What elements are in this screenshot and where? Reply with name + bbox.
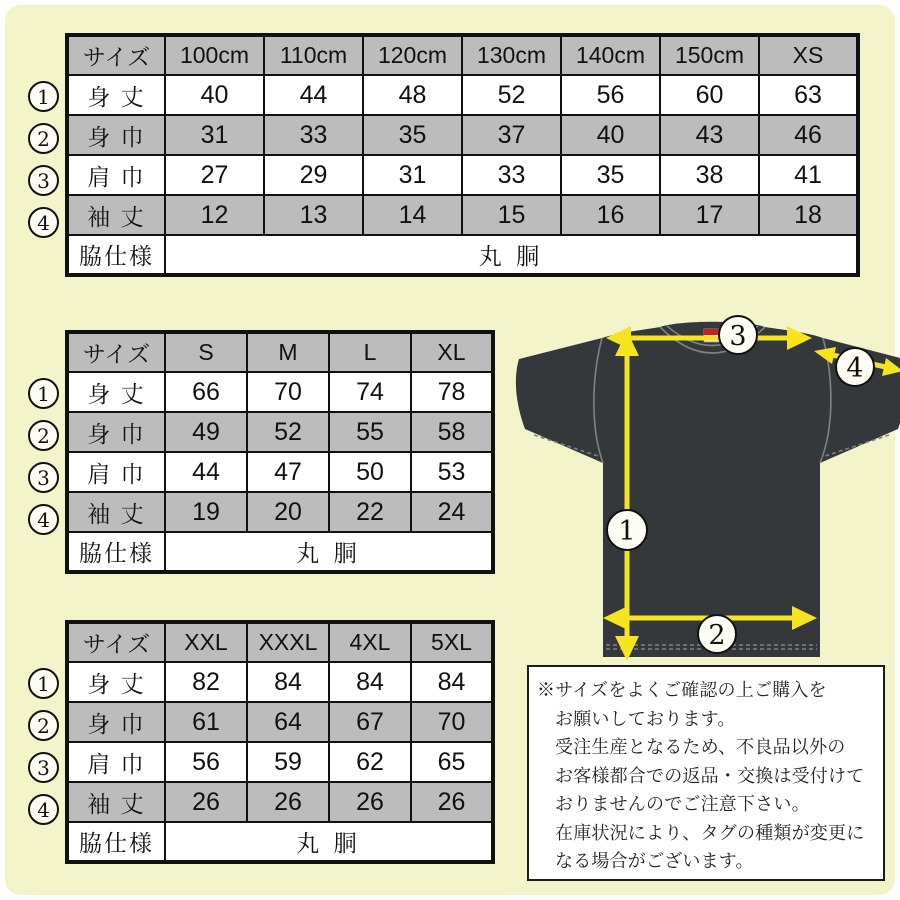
note-line: お願いしております。: [555, 708, 736, 729]
footer-label: 脇仕様: [67, 235, 165, 275]
svg-text:4: 4: [846, 353, 864, 384]
column-header: S: [165, 332, 247, 372]
note-line: お客様都合での返品・交換は受付けて: [555, 765, 865, 786]
table-row: [67, 742, 493, 782]
column-header: XXXL: [247, 622, 329, 662]
table-footer-row: [67, 235, 858, 275]
table-row: [67, 115, 858, 155]
size-cell: 84: [411, 662, 493, 702]
row-label: 身 丈: [67, 75, 165, 115]
size-cell: 14: [363, 195, 462, 235]
size-cell: 24: [411, 492, 493, 532]
size-cell: 20: [247, 492, 329, 532]
column-header: L: [329, 332, 411, 372]
row-marker-circle: 2: [28, 123, 59, 154]
column-header: 110cm: [264, 35, 363, 75]
row-label: 身 巾: [67, 702, 165, 742]
row-marker-circle: 3: [28, 752, 59, 783]
size-cell: 44: [264, 75, 363, 115]
adult-size-table: [28, 330, 495, 574]
row-marker-circle: 2: [28, 420, 59, 451]
size-cell: 43: [660, 115, 759, 155]
size-cell: 63: [759, 75, 858, 115]
size-cell: 12: [165, 195, 264, 235]
purchase-note-box: [527, 665, 885, 881]
row-marker-circle: 3: [28, 462, 59, 493]
column-header: XL: [411, 332, 493, 372]
row-marker-circle: 4: [28, 207, 59, 238]
size-cell: 49: [165, 412, 247, 452]
size-table: [65, 620, 495, 864]
size-cell: 60: [660, 75, 759, 115]
size-cell: 22: [329, 492, 411, 532]
row-label: 肩 巾: [67, 742, 165, 782]
table-footer-row: [67, 822, 493, 862]
note-line: 在庫状況により、タグの種類が変更に: [555, 822, 865, 843]
size-cell: 55: [329, 412, 411, 452]
row-marker-circle: 1: [28, 81, 59, 112]
size-cell: 58: [411, 412, 493, 452]
size-table: [65, 33, 860, 277]
size-cell: 65: [411, 742, 493, 782]
size-cell: 52: [462, 75, 561, 115]
size-cell: 59: [247, 742, 329, 782]
footer-label: 脇仕様: [67, 822, 165, 862]
size-cell: 13: [264, 195, 363, 235]
size-cell: 35: [561, 155, 660, 195]
size-header: サイズ: [67, 332, 165, 372]
note-line: ※サイズをよくご確認の上ご購入を: [537, 680, 827, 700]
table-row: [67, 195, 858, 235]
marker-3: [719, 316, 757, 354]
size-cell: 35: [363, 115, 462, 155]
table-row: [67, 452, 493, 492]
size-cell: 26: [411, 782, 493, 822]
table-row: [67, 372, 493, 412]
size-cell: 66: [165, 372, 247, 412]
size-cell: 48: [363, 75, 462, 115]
row-label: 身 丈: [67, 662, 165, 702]
row-marker-circle: 4: [28, 504, 59, 535]
note-line: 受注生産となるため、不良品以外の: [555, 737, 846, 757]
table-row: [67, 492, 493, 532]
size-cell: 40: [165, 75, 264, 115]
marker-4: [836, 348, 874, 386]
size-cell: 64: [247, 702, 329, 742]
size-cell: 27: [165, 155, 264, 195]
size-cell: 38: [660, 155, 759, 195]
size-cell: 50: [329, 452, 411, 492]
size-cell: 15: [462, 195, 561, 235]
size-header: サイズ: [67, 35, 165, 75]
row-label: 肩 巾: [67, 155, 165, 195]
table-row: [67, 702, 493, 742]
table-header-row: [67, 622, 493, 662]
size-cell: 31: [165, 115, 264, 155]
size-table: [65, 330, 495, 574]
row-label: 身 丈: [67, 372, 165, 412]
row-marker-circle: 3: [28, 165, 59, 196]
size-cell: 31: [363, 155, 462, 195]
large-size-table: [28, 620, 495, 864]
size-cell: 29: [264, 155, 363, 195]
size-cell: 18: [759, 195, 858, 235]
row-label: 袖 丈: [67, 195, 165, 235]
size-cell: 46: [759, 115, 858, 155]
size-cell: 70: [247, 372, 329, 412]
size-cell: 84: [247, 662, 329, 702]
footer-value: 丸 胴: [165, 532, 493, 572]
row-marker-circle: 1: [28, 668, 59, 699]
size-cell: 52: [247, 412, 329, 452]
footer-value: 丸 胴: [165, 235, 858, 275]
size-cell: 16: [561, 195, 660, 235]
size-cell: 53: [411, 452, 493, 492]
marker-2: [698, 615, 736, 653]
size-header: サイズ: [67, 622, 165, 662]
size-cell: 78: [411, 372, 493, 412]
row-label: 身 巾: [67, 412, 165, 452]
size-cell: 56: [561, 75, 660, 115]
table-row: [67, 412, 493, 452]
column-header: 140cm: [561, 35, 660, 75]
footer-label: 脇仕様: [67, 532, 165, 572]
row-label: 肩 巾: [67, 452, 165, 492]
size-cell: 33: [462, 155, 561, 195]
column-header: 100cm: [165, 35, 264, 75]
size-cell: 62: [329, 742, 411, 782]
table-header-row: [67, 35, 858, 75]
column-header: 130cm: [462, 35, 561, 75]
size-cell: 74: [329, 372, 411, 412]
svg-text:3: 3: [729, 321, 747, 352]
table-row: [67, 155, 858, 195]
footer-value: 丸 胴: [165, 822, 493, 862]
size-cell: 44: [165, 452, 247, 492]
size-cell: 40: [561, 115, 660, 155]
size-cell: 26: [329, 782, 411, 822]
table-row: [67, 662, 493, 702]
tshirt-measurement-diagram: [510, 305, 900, 665]
kids-size-table: [28, 33, 860, 277]
row-marker-circle: 1: [28, 378, 59, 409]
column-header: M: [247, 332, 329, 372]
size-cell: 47: [247, 452, 329, 492]
marker-1: [607, 510, 647, 550]
row-label: 袖 丈: [67, 492, 165, 532]
size-cell: 26: [247, 782, 329, 822]
size-cell: 82: [165, 662, 247, 702]
page-background: [5, 5, 895, 895]
size-cell: 84: [329, 662, 411, 702]
size-cell: 19: [165, 492, 247, 532]
column-header: 120cm: [363, 35, 462, 75]
table-row: [67, 782, 493, 822]
table-header-row: [67, 332, 493, 372]
column-header: XXL: [165, 622, 247, 662]
note-line: なる場合がございます。: [555, 851, 754, 871]
svg-text:2: 2: [708, 620, 726, 651]
row-label: 身 巾: [67, 115, 165, 155]
size-cell: 61: [165, 702, 247, 742]
size-cell: 67: [329, 702, 411, 742]
column-header: 5XL: [411, 622, 493, 662]
size-cell: 41: [759, 155, 858, 195]
row-label: 袖 丈: [67, 782, 165, 822]
size-cell: 70: [411, 702, 493, 742]
note-line: おりませんのでご注意下さい。: [555, 794, 810, 814]
column-header: 150cm: [660, 35, 759, 75]
svg-text:1: 1: [618, 516, 636, 547]
size-cell: 56: [165, 742, 247, 782]
column-header: 4XL: [329, 622, 411, 662]
row-marker-circle: 4: [28, 794, 59, 825]
row-marker-circle: 2: [28, 710, 59, 741]
size-cell: 26: [165, 782, 247, 822]
column-header: XS: [759, 35, 858, 75]
size-cell: 17: [660, 195, 759, 235]
table-row: [67, 75, 858, 115]
size-cell: 37: [462, 115, 561, 155]
table-footer-row: [67, 532, 493, 572]
size-cell: 33: [264, 115, 363, 155]
